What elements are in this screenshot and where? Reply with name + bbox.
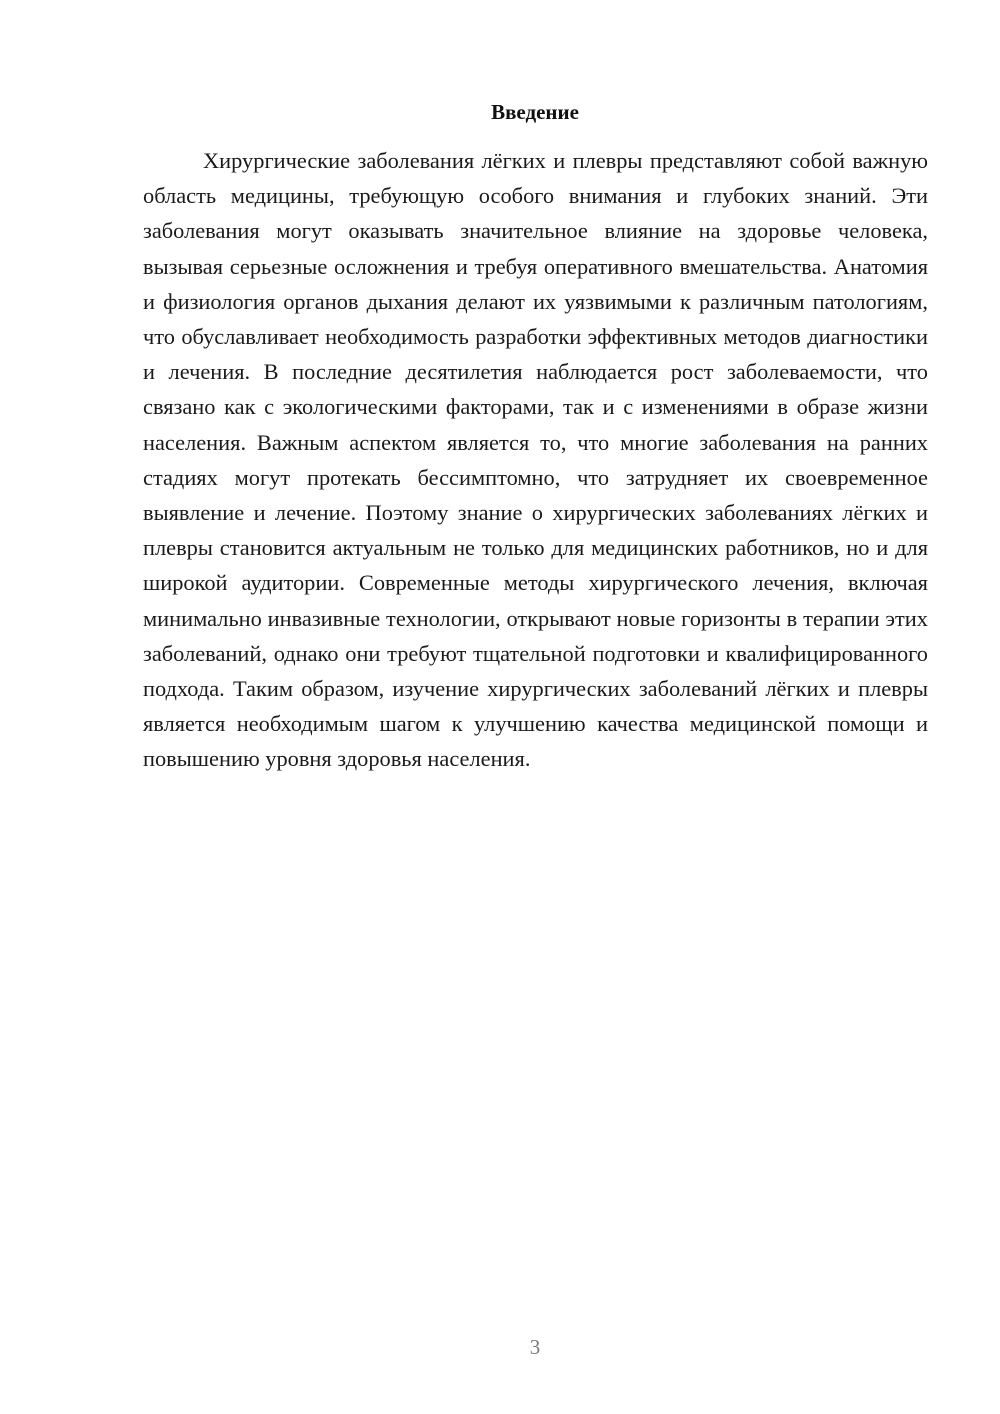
section-heading: Введение [491,100,579,124]
page-number: 3 [529,1335,541,1359]
body-paragraph: Хирургические заболевания лёгких и плевры представляют собой важную область медицины, требующую особого внимания и глубоких знаний. Эти заболевания могут оказывать значительное влияние на здоровье человека, вызывая серьезные осложнения и требуя оперативного вмешательства. Анатомия и физиология органов дыхания делают их уязвимыми к различным патологиям, что обуславливает необходимость разработки эффективных методов диагностики и лечения. В последние десятилетия наблюдается рост заболеваемости, что связано как с экологическими факторами, так и с изменениями в образе жизни населения. Важным аспектом является то, что многие заболевания на ранних стадиях могут протекать бессимптомно, что затрудняет их своевременное выявление и лечение. Поэтому знание о хирургических заболеваниях лёгких и плевры становится актуальным не только для медицинских работников, но и для широкой аудитории. Современные методы хирургического лечения, включая минимально инвазивные технологии, открывают новые горизонты в терапии этих заболеваний, однако они требуют тщательной подготовки и квалифицированного подхода. Таким образом, изучение хирургических заболеваний лёгких и плевры является необходимым шагом к улучшению качества медицинской помощи и повышению уровня здоровья населения. [143,148,928,772]
